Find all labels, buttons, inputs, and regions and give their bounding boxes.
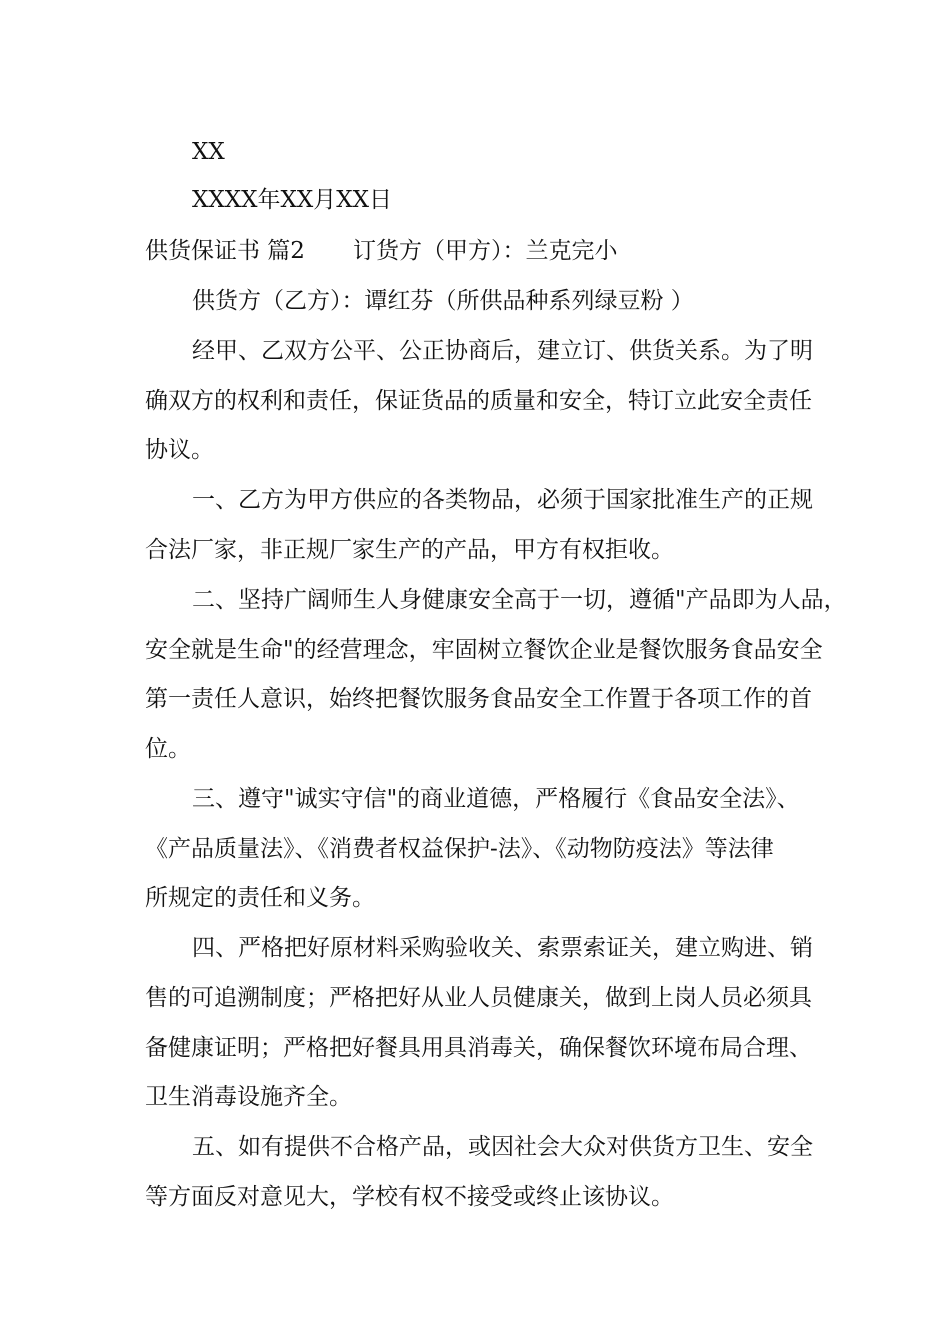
clause-3-line: 所规定的责任和义务。 (145, 885, 375, 911)
clause-5-line: 等方面反对意见大，学校有权不接受或终止该协议。 (145, 1184, 674, 1210)
clause-5-line: 五、如有提供不合格产品，或因社会大众对供货方卫生、安全 (192, 1134, 813, 1160)
clause-2-line: 安全就是生命"的经营理念，牢固树立餐饮企业是餐饮服务食品安全 (145, 637, 823, 663)
signature-name: XX (192, 139, 225, 165)
clause-4-line: 备健康证明；严格把好餐具用具消毒关，确保餐饮环境布局合理、 (145, 1035, 812, 1061)
clause-3-line: 《产品质量法》、《消费者权益保护-法》、《动物防疫法》等法律 (145, 836, 774, 862)
document-title: 供货保证书 篇2 (145, 238, 305, 264)
clause-1-line: 合法厂家，非正规厂家生产的产品，甲方有权拒收。 (145, 537, 674, 563)
clause-2-line: 位。 (145, 736, 191, 762)
clause-2-line: 第一责任人意识，始终把餐饮服务食品安全工作置于各项工作的首 (145, 686, 812, 712)
clause-3-line: 三、遵守"诚实守信"的商业道德，严格履行《食品安全法》、 (192, 786, 800, 812)
intro-line: 经甲、乙双方公平、公正协商后，建立订、供货关系。为了明 (192, 338, 813, 364)
intro-line: 确双方的权利和责任，保证货品的质量和安全，特订立此安全责任 (145, 388, 812, 414)
clause-1-line: 一、乙方为甲方供应的各类物品，必须于国家批准生产的正规 (192, 487, 813, 513)
clause-4-line: 卫生消毒设施齐全。 (145, 1084, 352, 1110)
document-heading (145, 236, 617, 266)
intro-line: 协议。 (145, 437, 214, 463)
clause-2-line: 二、坚持广阔师生人身健康安全高于一切，遵循"产品即为人品， (192, 587, 847, 613)
clause-4-line: 四、严格把好原材料采购验收关、索票索证关，建立购进、销 (192, 935, 813, 961)
clause-4-line: 售的可追溯制度；严格把好从业人员健康关，做到上岗人员必须具 (145, 985, 812, 1011)
buyer-party: 订货方（甲方）：兰克完小 (352, 238, 618, 264)
signature-date: XXXX年XX月XX日 (192, 187, 392, 213)
supplier-party: 供货方（乙方）：谭红芬（所供品种系列绿豆粉 ） (192, 288, 694, 314)
